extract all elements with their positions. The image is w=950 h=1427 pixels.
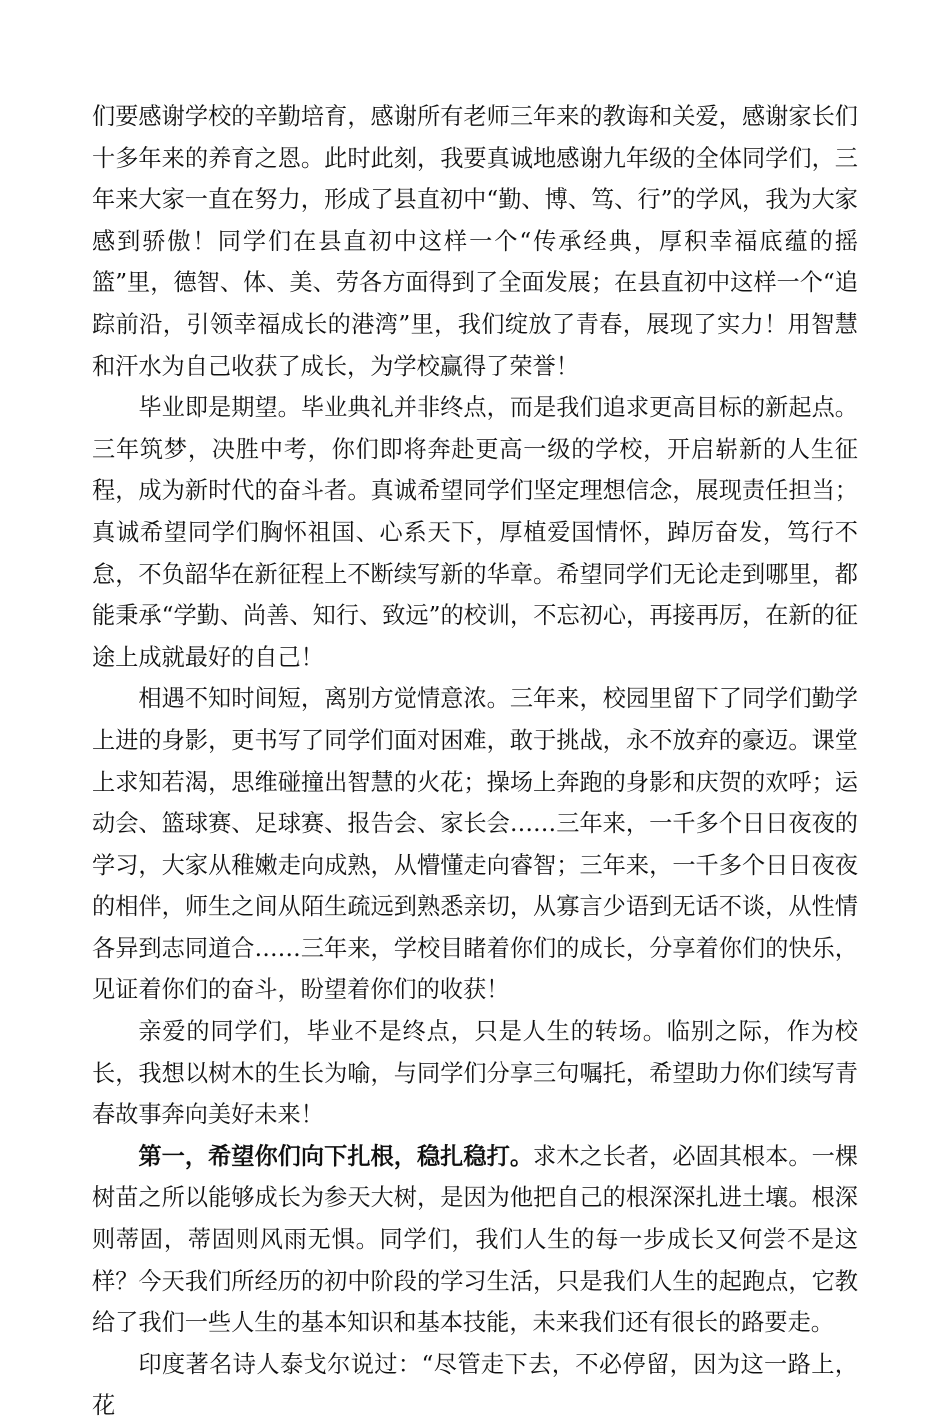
paragraph-first-advice [92,1136,858,1344]
paragraph-memories [92,678,858,1011]
paragraph-text: 相遇不知时间短，离别方觉情意浓。三年来，校园里留下了同学们勤学上进的身影，更书写了同学们面对困难，敢于挑战，永不放弃的豪迈。课堂上求知若渴，思维碰撞出智慧的火花；操场上奔跑的身影和庆贺的欢呼；运动会、篮球赛、足球赛、报告会、家长会……三年来，一千多个日日夜夜的学习，大家从稚嫩走向成熟，从懵懂走向睿智；三年来，一千多个日日夜夜的相伴，师生之间从陌生疏远到熟悉亲切，从寡言少语到无话不谈，从性情各异到志同道合……三年来，学校目睹着你们的成长，分享着你们的快乐，见证着你们的奋斗，盼望着你们的收获！ [92,685,858,1004]
document-page [92,96,858,1427]
paragraph-text: 求木之长者，必固其根本。一棵树苗之所以能够成长为参天大树，是因为他把自己的根深深扎进土壤。根深则蒂固，蒂固则风雨无惧。同学们，我们人生的每一步成长又何尝不是这样？今天我们所经历的初中阶段的学习生活，只是我们人生的起跑点，它教给了我们一些人生的基本知识和基本技能，未来我们还有很长的路要走。 [92,1142,859,1337]
paragraph-text: 毕业即是期望。毕业典礼并非终点，而是我们追求更高目标的新起点。三年筑梦，决胜中考，你们即将奔赴更高一级的学校，开启崭新的人生征程，成为新时代的奋斗者。真诚希望同学们坚定理想信念，展现责任担当；真诚希望同学们胸怀祖国、心系天下，厚植爱国情怀，踔厉奋发，笃行不怠，不负韶华在新征程上不断续写新的华章。希望同学们无论走到哪里，都能秉承“学勤、尚善、知行、致远”的校训，不忘初心，再接再厉，在新的征途上成就最好的自己！ [92,394,858,671]
paragraph-tagore-quote [92,1344,858,1427]
paragraph-expectation [92,387,858,678]
paragraph-text: 亲爱的同学们，毕业不是终点，只是人生的转场。临别之际，作为校长，我想以树木的生长为喻，与同学们分享三句嘱托，希望助力你们续写青春故事奔向美好未来！ [92,1018,858,1129]
paragraph-lead-heading: 第一，希望你们向下扎根，稳扎稳打。 [138,1142,534,1170]
paragraph-farewell [92,1011,858,1136]
paragraph-gratitude [92,96,858,387]
paragraph-text: 印度著名诗人泰戈尔说过：“尽管走下去，不必停留，因为这一路上，花 [92,1350,858,1420]
paragraph-text: 们要感谢学校的辛勤培育，感谢所有老师三年来的教诲和关爱，感谢家长们十多年来的养育之恩。此时此刻，我要真诚地感谢九年级的全体同学们，三年来大家一直在努力，形成了县直初中“勤、博、笃、行”的学风，我为大家感到骄傲！同学们在县直初中这样一个“传承经典，厚积幸福底蕴的摇篮”里，德智、体、美、劳各方面得到了全面发展；在县直初中这样一个“追踪前沿，引领幸福成长的港湾”里，我们绽放了青春，展现了实力！用智慧和汗水为自己收获了成长，为学校赢得了荣誉！ [92,103,858,380]
